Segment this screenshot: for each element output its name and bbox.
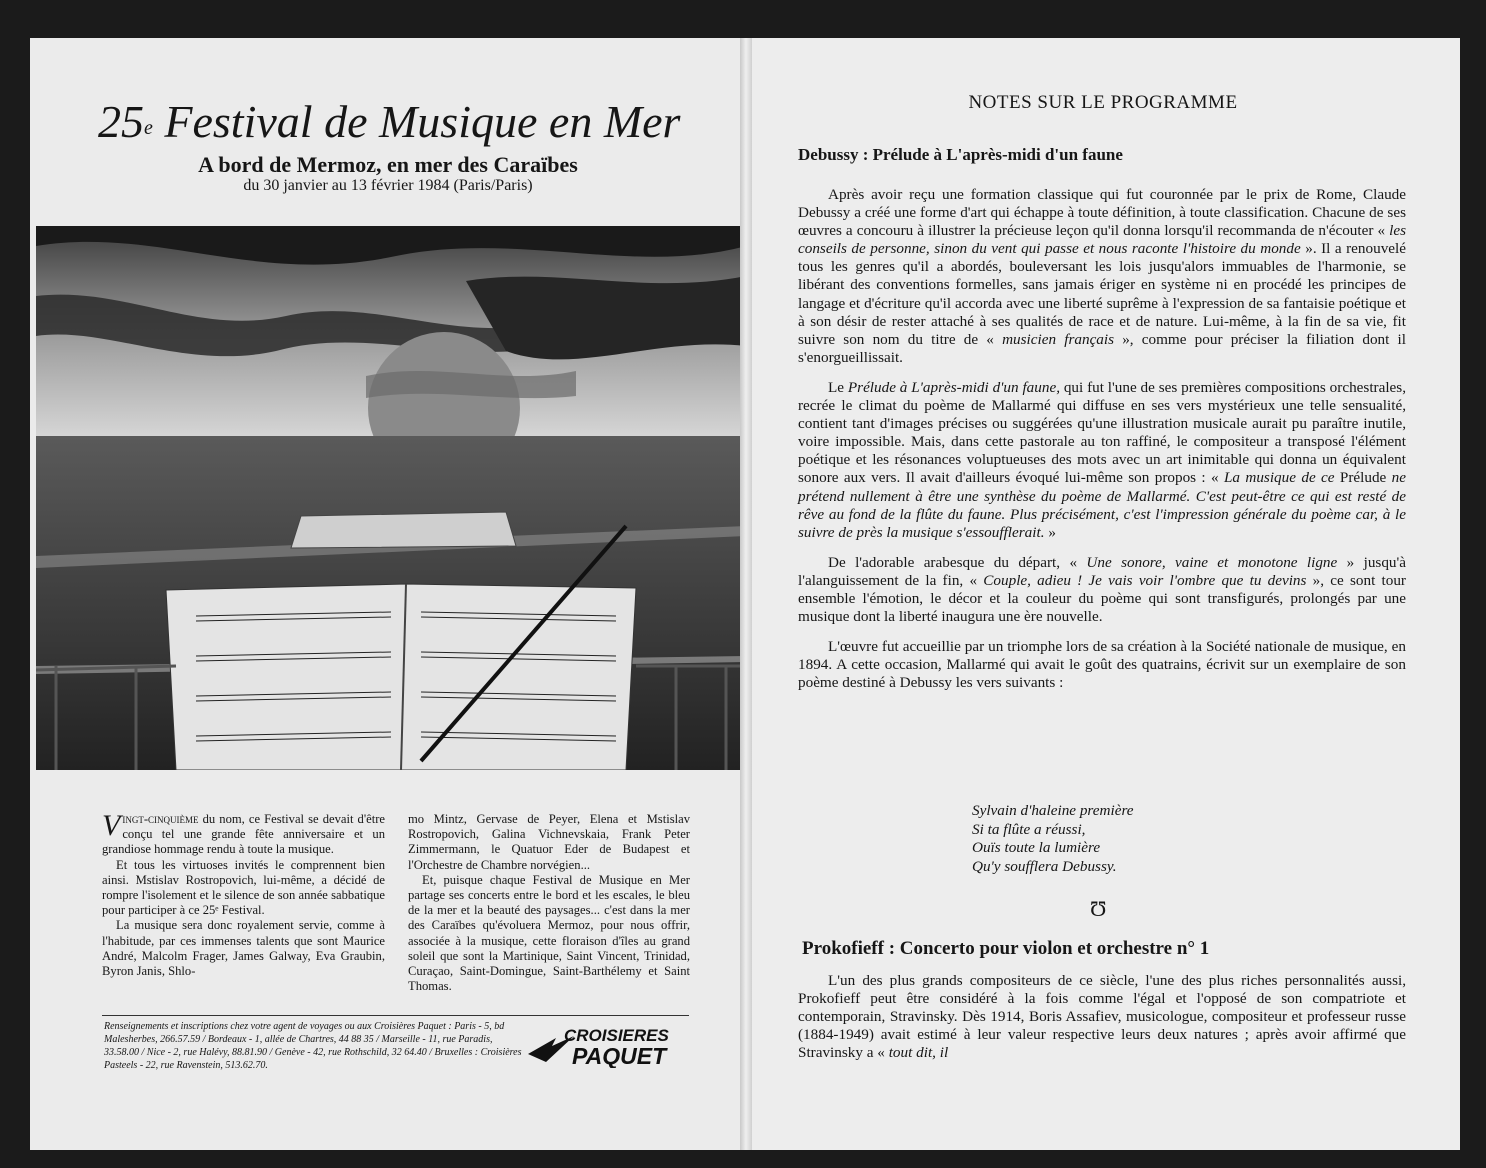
left-page [30, 38, 746, 1150]
section-ornament: Ʊ [1090, 896, 1107, 921]
contact-divider [102, 1015, 689, 1016]
intro-paragraph-4: mo Mintz, Gervase de Peyer, Elena et Mstislav Rostropovich, Galina Vichnevskaia, Frank Peter Zimmermann, le Quatuor Eder de Budapest et l'Orchestre de Chambre norvégien... [408, 812, 690, 872]
debussy-heading: Debussy : Prélude à L'après-midi d'un faune [798, 145, 1123, 164]
festival-dates: du 30 janvier au 13 février 1984 (Paris/Paris) [243, 177, 533, 194]
prokofieff-heading: Prokofieff : Concerto pour violon et orchestre n° 1 [802, 938, 1210, 959]
debussy-paragraph-4: L'œuvre fut accueillie par un triomphe lors de sa création à la Société nationale de musique, en 1894. A cette occasion, Mallarmé qui avait le goût des quatrains, écrivit sur un exemplaire de son poème destiné à Debussy les vers suivants : [798, 638, 1406, 692]
poem-line: Si ta flûte a réussi, [972, 820, 1086, 838]
intro-paragraph-5: Et, puisque chaque Festival de Musique en Mer partage ses concerts entre le bord et les escales, le bleu de la mer et la beauté des paysages... c'est dans la mer des Caraïbes qu'évoluera Mermoz, pour nous offrir, associée à la musique, cette floraison d'îles au grand soleil que sont la Martinique, Saint Vincent, Trinidad, Curaçao, Saint-Domingue, Saint-Barthélemy et Saint Thomas. [408, 872, 690, 994]
intro-column-2 [408, 812, 690, 994]
poem-line: Qu'y soufflera Debussy. [972, 857, 1117, 875]
debussy-notes [798, 186, 1406, 704]
cover-illustration [36, 226, 746, 770]
intro-paragraph-3: La musique sera donc royalement servie, comme à l'habitude, par ces immenses talents que sont Maurice André, Malcolm Frager, James Galway, Eva Graubin, Byron Janis, Shlo- [102, 918, 385, 979]
intro-column-1 [102, 809, 385, 979]
page-gutter [740, 38, 752, 1150]
festival-subtitle: A bord de Mermoz, en mer des Caraïbes [198, 152, 578, 177]
debussy-paragraph-2: Le Prélude à L'après-midi d'un faune, qui fut l'une de ses premières compositions orchestrales, recrée le climat du poème de Mallarmé qui diffuse en ses vers mystérieux une telle sensualité, contient tant d'images précises ou suggérées qu'une illustration musicale aurait pu paraître inutile, voire impossible. Mais, dans cette pastorale au ton raffiné, le compositeur a transposé l'élément poétique et les résonances voluptueuses des mots avec un art inimitable qui donna un équivalent sonore aux vers. Il avait d'ailleurs évoqué lui-même son propos : « La musique de ce Prélude ne prétend nullement à être une synthèse du poème de Mallarmé. C'est peut-être ce qui est resté de rêve au fond de la flûte du faune. Plus précisément, c'est l'impression générale du poème car, à le suivre de près la musique s'essoufflerait. » [798, 378, 1406, 541]
intro-paragraph-2: Et tous les virtuoses invités le comprennent bien ainsi. Mstislav Rostropovich, lui-même, a décidé de rompre l'isolement et le silence de son année sabbatique pour participer à ce 25ᵉ Festival. [102, 857, 385, 918]
debussy-paragraph-3: De l'adorable arabesque du départ, « Une sonore, vaine et monotone ligne » jusqu'à l'alanguissement de la fin, « Couple, adieu ! Je vais voir l'ombre que tu devins », ce sont tour ensemble l'émotion, le décor et la couleur du poème qui sont transfigurés, prolongés par une musique dont la liberté inaugura une ère nouvelle. [798, 553, 1407, 626]
drop-cap: V [102, 809, 121, 842]
svg-text:CROISIERES: CROISIERES [564, 1026, 669, 1045]
right-page [746, 38, 1460, 1150]
poem-line: Sylvain d'haleine première [972, 802, 1134, 819]
program-notes-title: NOTES SUR LE PROGRAMME [968, 92, 1238, 113]
debussy-paragraph-1: Après avoir reçu une formation classique qui fut couronnée par le prix de Rome, Claude Debussy a créé une forme d'art qui échappe à toute définition, à toute classification. Chacune de ses œuvres a concouru à illustrer la précieuse leçon qu'il donna lorsqu'il recommanda de n'écouter « les conseils de personne, sinon du vent qui passe et nous raconte l'histoire du monde ». Il a renouvelé tous les genres qu'il a abordés, bouleversant les lois jusqu'alors immuables de l'harmonie, se libérant des conventions formelles, sans jamais ériger en système ni en procédé les principes de langage et d'écriture qu'il accorda avec une liberté suprême à l'expression de sa fantaisie poétique et à son désir de rester attaché à ses qualités de race et de nature. Lui-même, à la fin de sa vie, fit suivre son nom du titre de « musicien français », comme pour préciser la filiation dont il s'enorgueillissait. [798, 186, 1406, 366]
festival-title: 25e Festival de Musique en Mer [98, 96, 681, 147]
svg-text:PAQUET: PAQUET [572, 1043, 667, 1068]
prokofieff-paragraph-1: L'un des plus grands compositeurs de ce siècle, l'une des plus riches personnalités aussi, Prokofieff peut être considéré à la fois comme l'égal et l'opposé de son compatriote et contemporain, Stravinsky. Dès 1914, Boris Assafiev, musicologue, compositeur et professeur russe (1884-1949) avait estimé à leur valeur respective leurs deux natures ; après avoir affirmé que Stravinsky a « tout dit, il [798, 972, 1406, 1062]
contact-info: Renseignements et inscriptions chez votre agent de voyages ou aux Croisières Paquet : Paris - 5, bd Malesherbes, 266.57.59 / Bordeaux - 1, allée de Chartres, 44 88 35 / Marseille - 11, rue Paradis, 33.58.00 / Nice - 2, rue Halévy, 88.81.90 / Genève - 42, rue Rothschild, 32 64.40 / Bruxelles : Croisières Pasteels - 22, rue Ravenstein, 513.62.70. [104, 1021, 522, 1071]
prokofieff-notes [798, 972, 1406, 1074]
mallarme-poem [972, 802, 1134, 876]
croisieres-paquet-logo [526, 1024, 691, 1068]
intro-paragraph-1: Vingt-cinquième du nom, ce Festival se devait d'être conçu tel une grande fête anniversaire et un grandiose hommage rendu à toute la musique. [102, 809, 385, 857]
poem-line: Ouïs toute la lumière [972, 839, 1101, 857]
